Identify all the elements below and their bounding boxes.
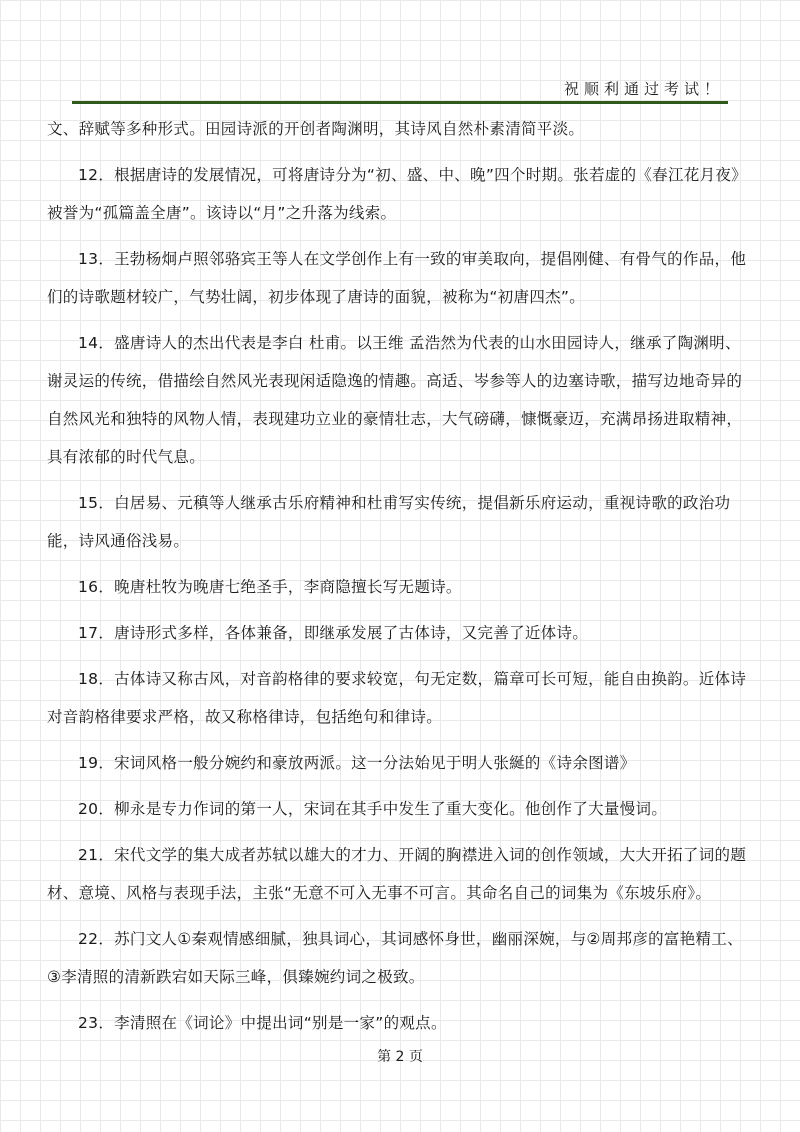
- paragraph-item-16: 16．晚唐杜牧为晚唐七绝圣手，李商隐擅长写无题诗。: [78, 578, 462, 596]
- paragraph-item-22: 22．苏门文人①秦观情感细腻，独具词心，其词感怀身世，幽丽深婉，与②周邦彦的富艳精工、③李清照的清新跌宕如天际三峰，俱臻婉约词之极致。: [47, 930, 743, 986]
- paragraph-item-12: 12．根据唐诗的发展情况，可将唐诗分为“初、盛、中、晚”四个时期。张若虚的《春江花月夜》被誉为“孤篇盖全唐”。该诗以“月”之升落为线索。: [47, 166, 747, 222]
- paragraph-item-17: 17．唐诗形式多样，各体兼备，即继承发展了古体诗，又完善了近体诗。: [78, 624, 589, 642]
- paragraph-item-15: 15．白居易、元稹等人继承古乐府精神和杜甫写实传统，提倡新乐府运动，重视诗歌的政治功能，诗风通俗浅易。: [47, 494, 731, 550]
- document-body: [47, 110, 753, 1050]
- paragraph-item-18: 18．古体诗又称古风，对音韵格律的要求较宽，句无定数，篇章可长可短，能自由换韵。近体诗对音韵格律要求严格，故又称格律诗，包括绝句和律诗。: [47, 670, 747, 726]
- page-number: 第 2 页: [377, 1049, 423, 1065]
- header-divider: [72, 101, 728, 104]
- paragraph-item-23: 23．李清照在《词论》中提出词“别是一家”的观点。: [78, 1014, 447, 1032]
- paragraph-item-21: 21．宋代文学的集大成者苏轼以雄大的才力、开阔的胸襟进入词的创作领域，大大开拓了词的题材、意境、风格与表现手法，主张“无意不可入无事不可言。其命名自己的词集为《东坡乐府》。: [47, 846, 747, 902]
- paragraph-item-14: 14．盛唐诗人的杰出代表是李白 杜甫。以王维 孟浩然为代表的山水田园诗人，继承了陶渊明、谢灵运的传统，借描绘自然风光表现闲适隐逸的情趣。高适、岑参等人的边塞诗歌，描写边地奇异的自然风光和独特的风物人情，表现建功立业的豪情壮志，大气磅礴，慷慨豪迈，充满昂扬进取精神，具有浓郁的时代气息。: [47, 334, 743, 466]
- paragraph-item-19: 19．宋词风格一般分婉约和豪放两派。这一分法始见于明人张綖的《诗余图谱》: [78, 754, 636, 772]
- paragraph-item-13: 13．王勃杨炯卢照邻骆宾王等人在文学创作上有一致的审美取向，提倡刚健、有骨气的作品，他们的诗歌题材较广，气势壮阔，初步体现了唐诗的面貌，被称为“初唐四杰”。: [47, 250, 747, 306]
- paragraph-continuation: 文、辞赋等多种形式。田园诗派的开创者陶渊明，其诗风自然朴素清简平淡。: [47, 120, 585, 138]
- paragraph-item-20: 20．柳永是专力作词的第一人，宋词在其手中发生了重大变化。他创作了大量慢词。: [78, 800, 668, 818]
- header-motto: 祝顺利通过考试！: [563, 80, 724, 98]
